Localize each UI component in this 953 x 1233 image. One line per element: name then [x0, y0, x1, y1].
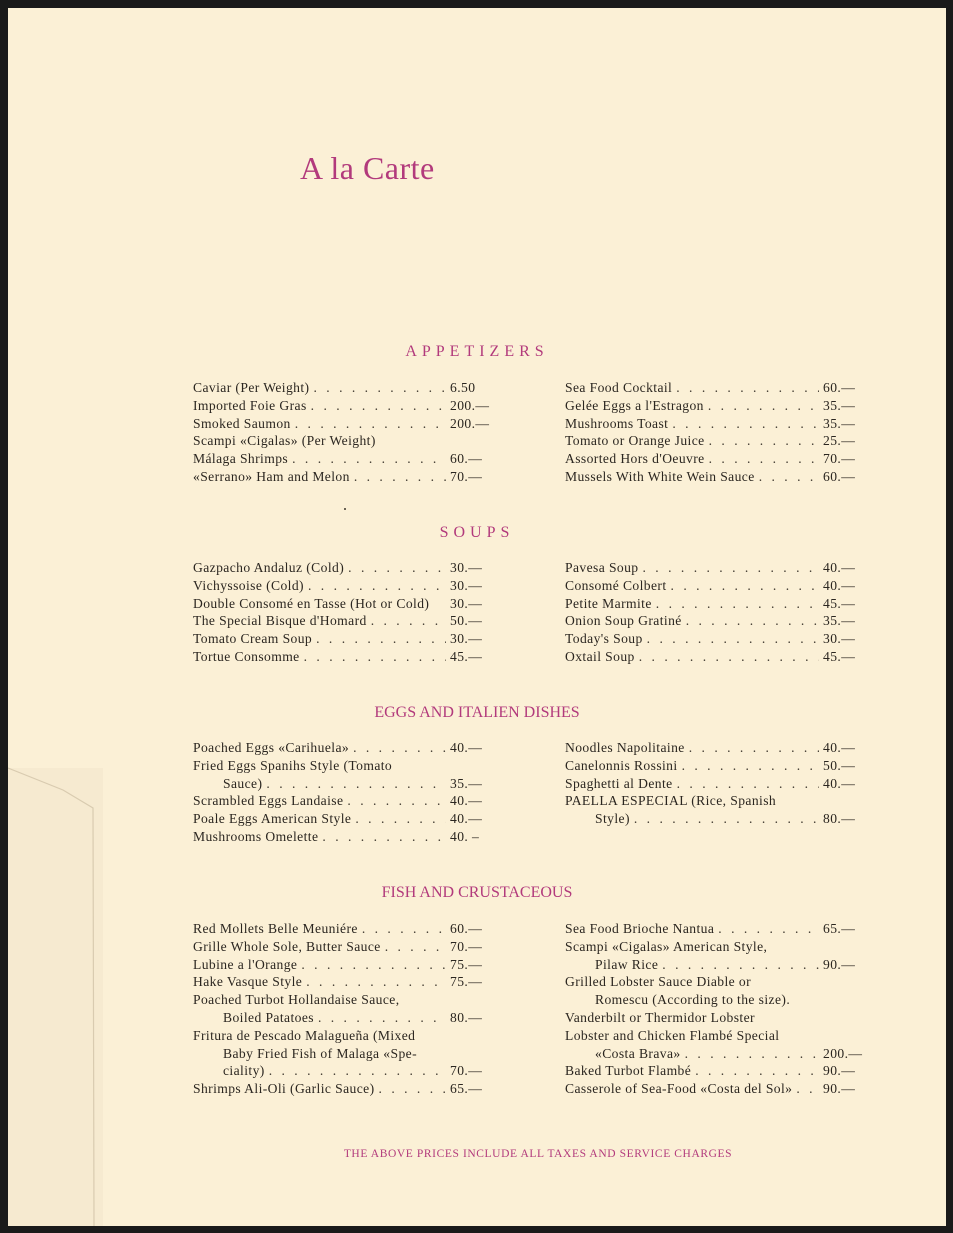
eggs-right-column — [565, 739, 867, 828]
menu-item: Shrimps Ali-Oli (Garlic Sauce) . . . 65.— — [193, 1080, 494, 1098]
menu-item: Consomé Colbert . . . 40.— — [565, 577, 867, 595]
eggs-left-column — [193, 739, 494, 846]
menu-item: ciality) . . . 70.— — [193, 1062, 494, 1080]
menu-item: Noodles Napolitaine . . . 40.— — [565, 739, 867, 757]
menu-item: Poale Eggs American Style . . . 40.— — [193, 810, 494, 828]
menu-item: Poached Turbot Hollandaise Sauce, — [193, 992, 400, 1008]
appetizers-right-column — [565, 379, 867, 486]
menu-item: Canelonnis Rossini . . . 50.— — [565, 757, 867, 775]
menu-item: Caviar (Per Weight) . . . 6.50 — [193, 379, 494, 397]
menu-item: Baked Turbot Flambé . . . 90.— — [565, 1062, 867, 1080]
menu-item: Pavesa Soup . . . 40.— — [565, 559, 867, 577]
menu-item: Gazpacho Andaluz (Cold) . . . 30.— — [193, 559, 494, 577]
menu-item: Fritura de Pescado Malagueña (Mixed — [193, 1027, 416, 1043]
soups-heading: SOUPS — [439, 524, 515, 541]
menu-item: Scampi «Cigalas» American Style, — [565, 938, 768, 954]
menu-item: «Serrano» Ham and Melon . . . 70.— — [193, 468, 494, 486]
menu-item: Sea Food Brioche Nantua . . . 65.— — [565, 920, 867, 938]
page-title: A la Carte — [300, 150, 435, 186]
menu-item: Casserole of Sea-Food «Costa del Sol» . . . 90.— — [565, 1080, 867, 1098]
menu-item: Lobster and Chicken Flambé Special — [565, 1027, 780, 1043]
stray-ink-dot — [344, 508, 346, 510]
menu-item: Spaghetti al Dente . . . 40.— — [565, 775, 867, 793]
menu-item: Grille Whole Sole, Butter Sauce . . . 70.— — [193, 938, 494, 956]
menu-item: Smoked Saumon . . . 200.— — [193, 415, 494, 433]
menu-item: Tomato or Orange Juice . . . 25.— — [565, 432, 867, 450]
menu-item: Mushrooms Omelette . . . 40. – — [193, 828, 494, 846]
soups-left-column — [193, 559, 494, 666]
menu-item: Baby Fried Fish of Malaga «Spe- — [223, 1045, 418, 1061]
menu-item: Romescu (According to the size). — [595, 992, 791, 1008]
fish-left-column — [193, 920, 494, 1098]
menu-item: Style) . . . 80.— — [565, 810, 867, 828]
menu-item: PAELLA ESPECIAL (Rice, Spanish — [565, 793, 777, 809]
menu-item: Scampi «Cigalas» (Per Weight) — [193, 433, 376, 449]
price-footnote: THE ABOVE PRICES INCLUDE ALL TAXES AND SERVICE CHARGES — [343, 1148, 733, 1160]
menu-item: Málaga Shrimps . . . 60.— — [193, 450, 494, 468]
menu-item: Onion Soup Gratiné . . . 35.— — [565, 612, 867, 630]
menu-item: The Special Bisque d'Homard . . . 50.— — [193, 612, 494, 630]
menu-item: Petite Marmite . . . 45.— — [565, 595, 867, 613]
menu-item: Scrambled Eggs Landaise . . . 40.— — [193, 792, 494, 810]
menu-item: Boiled Patatoes . . . 80.— — [193, 1009, 494, 1027]
menu-item: Tomato Cream Soup . . . 30.— — [193, 630, 494, 648]
menu-item: Poached Eggs «Carihuela» . . . 40.— — [193, 739, 494, 757]
menu-item: «Costa Brava» . . . 200.— — [565, 1045, 867, 1063]
menu-item: Sea Food Cocktail . . . 60.— — [565, 379, 867, 397]
menu-item: Pilaw Rice . . . 90.— — [565, 956, 867, 974]
fish-heading: FISH AND CRUSTACEOUS — [381, 884, 573, 901]
menu-item: Grilled Lobster Sauce Diable or — [565, 974, 752, 990]
menu-item: Tortue Consomme . . . 45.— — [193, 648, 494, 666]
menu-item: Hake Vasque Style . . . 75.— — [193, 973, 494, 991]
menu-item: Double Consomé en Tasse (Hot or Cold) 30.— — [193, 595, 483, 611]
menu-item: Fried Eggs Spanihs Style (Tomato — [193, 757, 393, 773]
appetizers-left-column — [193, 379, 494, 486]
menu-page — [8, 8, 946, 1226]
menu-item: Sauce) . . . 35.— — [193, 775, 494, 793]
fish-right-column — [565, 920, 867, 1098]
menu-item: Mussels With White Wein Sauce . . . 60.— — [565, 468, 867, 486]
appetizers-heading: APPETIZERS — [405, 343, 549, 360]
menu-item: Imported Foie Gras . . . 200.— — [193, 397, 494, 415]
menu-item: Today's Soup . . . 30.— — [565, 630, 867, 648]
menu-item: Vichyssoise (Cold) . . . 30.— — [193, 577, 494, 595]
menu-item: Lubine a l'Orange . . . 75.— — [193, 956, 494, 974]
menu-item: Assorted Hors d'Oeuvre . . . 70.— — [565, 450, 867, 468]
menu-item: Vanderbilt or Thermidor Lobster — [565, 1009, 755, 1025]
menu-item: Red Mollets Belle Meuniére . . . 60.— — [193, 920, 494, 938]
menu-item: Mushrooms Toast . . . 35.— — [565, 415, 867, 433]
soups-right-column — [565, 559, 867, 666]
menu-item: Oxtail Soup . . . 45.— — [565, 648, 867, 666]
eggs-heading: EGGS AND ITALIEN DISHES — [374, 704, 580, 721]
menu-item: Gelée Eggs a l'Estragon . . . 35.— — [565, 397, 867, 415]
